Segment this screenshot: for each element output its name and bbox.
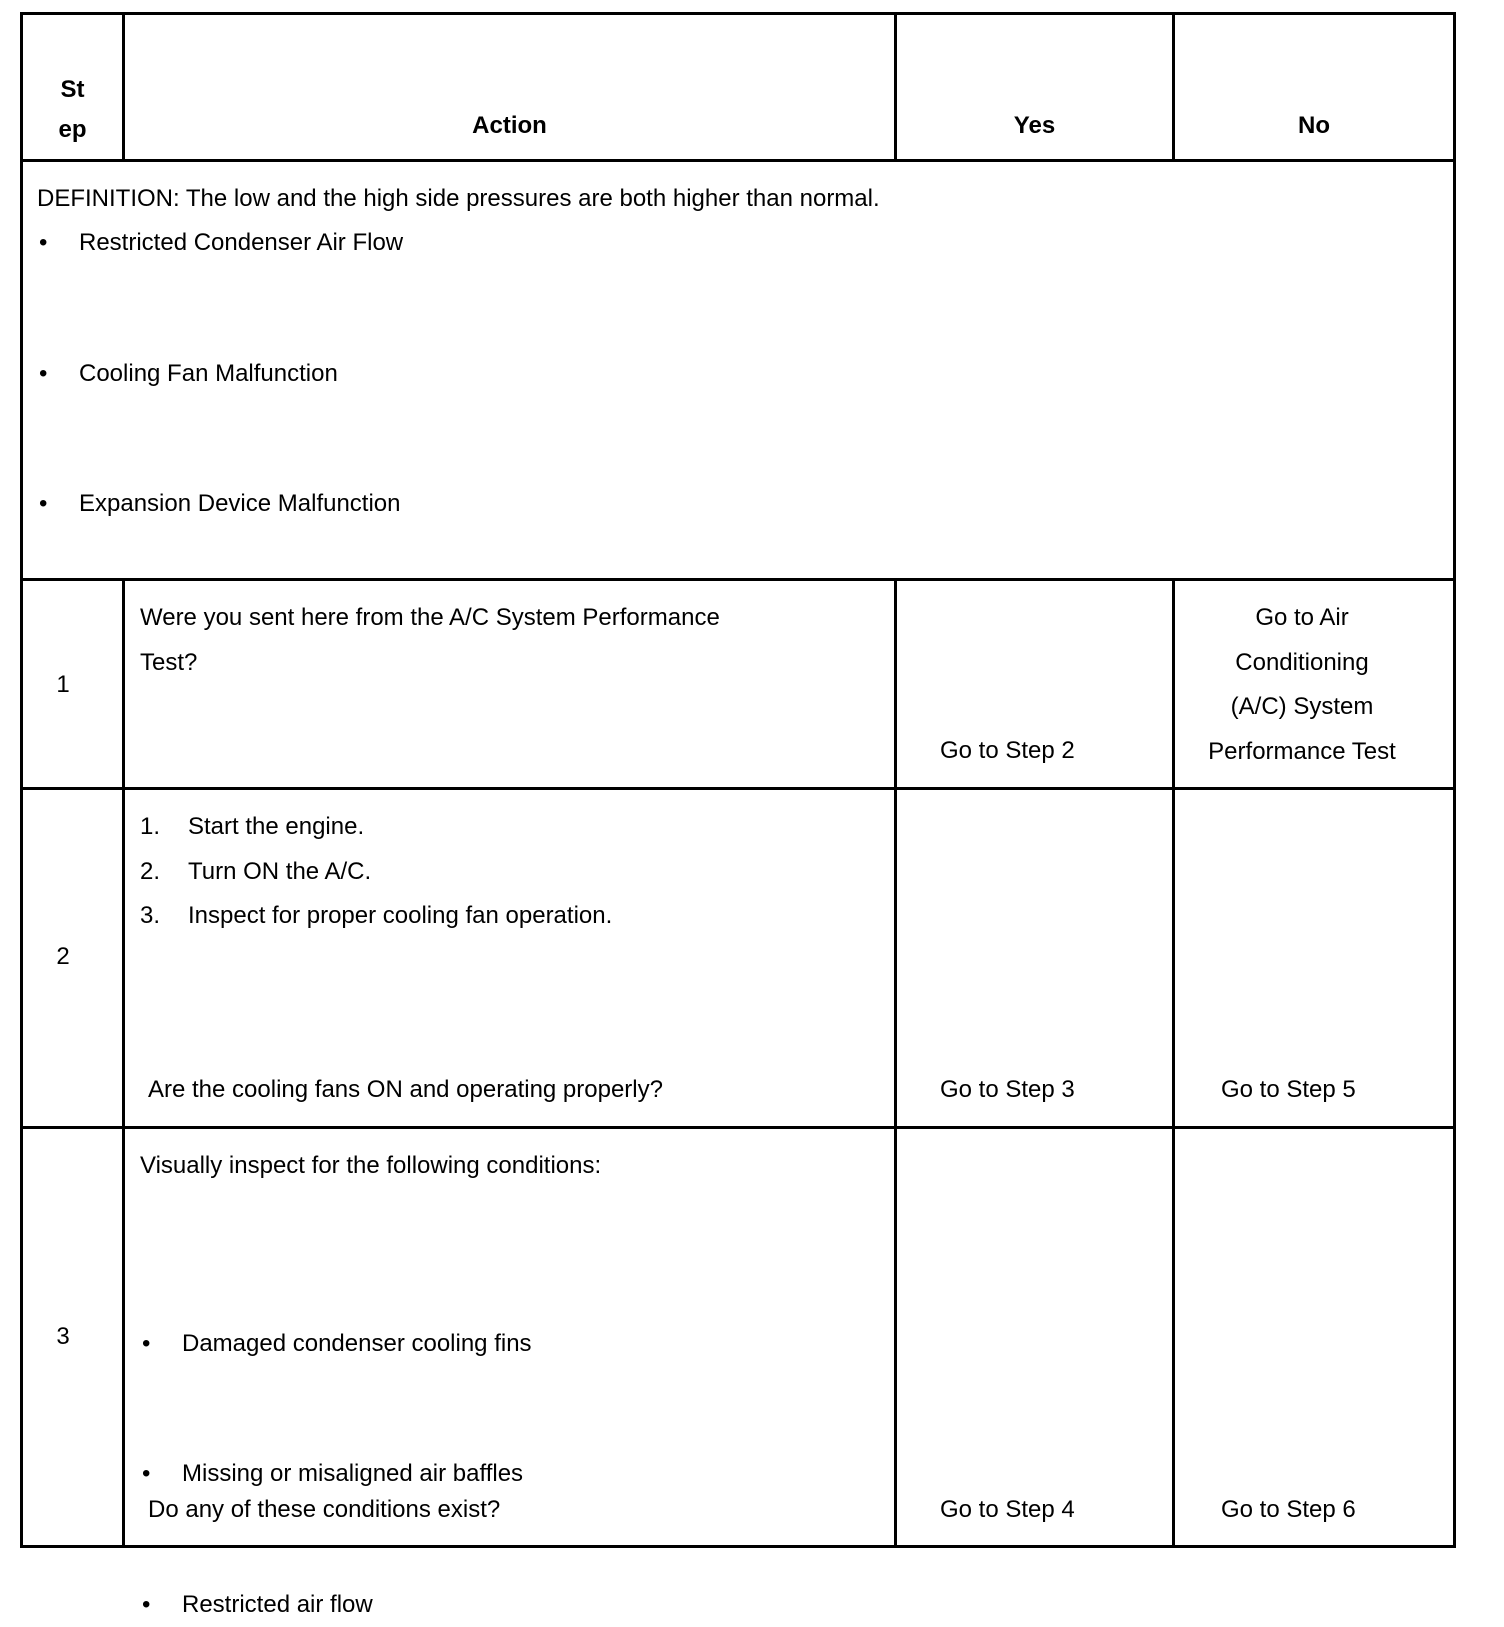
table-border-bottom	[20, 1545, 1456, 1548]
condition-item: Restricted air flow	[182, 1591, 373, 1618]
condition-item: Damaged condenser cooling fins	[182, 1330, 532, 1357]
header-action: Action	[125, 112, 894, 140]
action-line: Test?	[140, 641, 720, 686]
no-line: (A/C) System	[1175, 685, 1429, 730]
row1-divider	[20, 787, 1456, 790]
step-text: Turn ON the A/C.	[188, 858, 371, 885]
bullet-icon: •	[142, 1452, 150, 1497]
step-number: 1	[23, 663, 103, 708]
action-intro: Visually inspect for the following conditions:	[140, 1144, 601, 1189]
numbered-step	[140, 894, 612, 939]
bullet-icon: •	[142, 1322, 150, 1367]
yes-result: Go to Step 3	[940, 1068, 1075, 1113]
bullet-icon: •	[39, 352, 47, 397]
action-question: Do any of these conditions exist?	[148, 1488, 500, 1533]
definition-bullet	[39, 221, 1475, 266]
yes-result: Go to Step 2	[940, 729, 1075, 774]
definition-item: Expansion Device Malfunction	[79, 490, 401, 517]
step-index: 1.	[140, 805, 160, 850]
no-line: Conditioning	[1175, 641, 1429, 686]
header-divider	[20, 159, 1456, 162]
definition-bullet	[39, 352, 1475, 397]
action-line: Were you sent here from the A/C System Performance	[140, 596, 720, 641]
header-yes: Yes	[897, 112, 1172, 140]
no-line: Go to Air	[1175, 596, 1429, 641]
action-text	[140, 596, 720, 685]
no-result: Go to Step 6	[1221, 1488, 1356, 1533]
yes-result: Go to Step 4	[940, 1488, 1075, 1533]
condition-item: Missing or misaligned air baffles	[182, 1460, 523, 1487]
no-line: Performance Test	[1175, 730, 1429, 775]
action-question: Are the cooling fans ON and operating properly?	[148, 1068, 663, 1113]
col-divider-step	[122, 578, 125, 1548]
header-step	[23, 70, 122, 150]
action-steps	[140, 805, 612, 939]
header-no: No	[1175, 112, 1453, 140]
bullet-icon: •	[142, 1583, 150, 1627]
table-border-top	[20, 12, 1456, 15]
step-index: 3.	[140, 894, 160, 939]
definition-divider	[20, 578, 1456, 581]
step-text: Start the engine.	[188, 813, 364, 840]
numbered-step	[140, 805, 612, 850]
step-text: Inspect for proper cooling fan operation.	[188, 902, 612, 929]
definition-item: Cooling Fan Malfunction	[79, 360, 338, 387]
no-result: Go to Step 5	[1221, 1068, 1356, 1113]
condition-bullet	[142, 1322, 1504, 1367]
no-result	[1175, 596, 1429, 774]
numbered-step	[140, 850, 612, 895]
step-number: 2	[23, 935, 103, 980]
header-step-line1: St	[23, 70, 122, 110]
definition-item: Restricted Condenser Air Flow	[79, 229, 403, 256]
col-divider-action	[894, 578, 897, 1548]
definition-text: DEFINITION: The low and the high side pressures are both higher than normal.	[37, 177, 880, 222]
diagnostic-table	[20, 12, 1456, 1548]
step-number: 3	[23, 1315, 103, 1360]
condition-bullet	[142, 1583, 1504, 1627]
header-step-line2: ep	[23, 110, 122, 150]
bullet-icon: •	[39, 221, 47, 266]
bullet-icon: •	[39, 482, 47, 527]
row2-divider	[20, 1126, 1456, 1129]
step-index: 2.	[140, 850, 160, 895]
definition-bullet	[39, 482, 1475, 527]
